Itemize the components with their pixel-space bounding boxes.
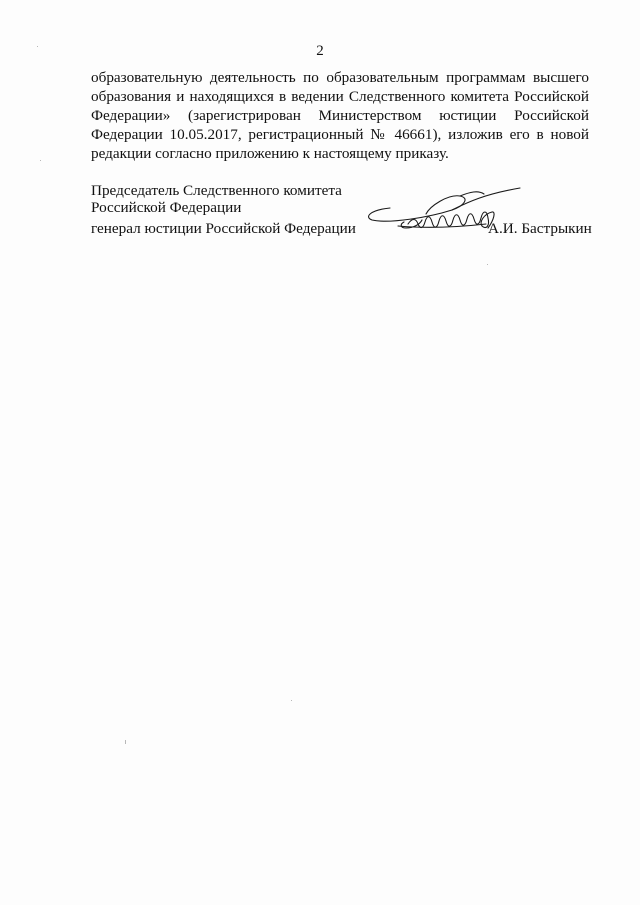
signatory-name: А.И. Бастрыкин	[488, 220, 592, 237]
body-paragraph	[91, 68, 589, 163]
scan-speck	[37, 46, 38, 47]
body-line-4: Федерации 10.05.2017, регистрационный № 46661), изложив его в новой	[91, 126, 589, 143]
scan-speck	[125, 740, 126, 744]
signatory-title	[91, 182, 342, 216]
signatory-rank: генерал юстиции Российской Федерации	[91, 220, 356, 237]
scan-speck	[291, 700, 292, 701]
body-line-1: образовательную деятельность по образовательным программам высшего	[91, 69, 589, 86]
page-number: 2	[316, 43, 324, 59]
body-line-5: редакции согласно приложению к настоящему приказу.	[91, 145, 449, 162]
body-line-2: образования и находящихся в ведении Следственного комитета Российской	[91, 88, 589, 105]
signatory-title-line-1: Председатель Следственного комитета	[91, 182, 342, 199]
scan-speck	[40, 160, 41, 161]
signatory-title-line-2: Российской Федерации	[91, 199, 242, 216]
body-line-3: Федерации» (зарегистрирован Министерством юстиции Российской	[91, 107, 589, 124]
scan-speck	[487, 264, 488, 265]
